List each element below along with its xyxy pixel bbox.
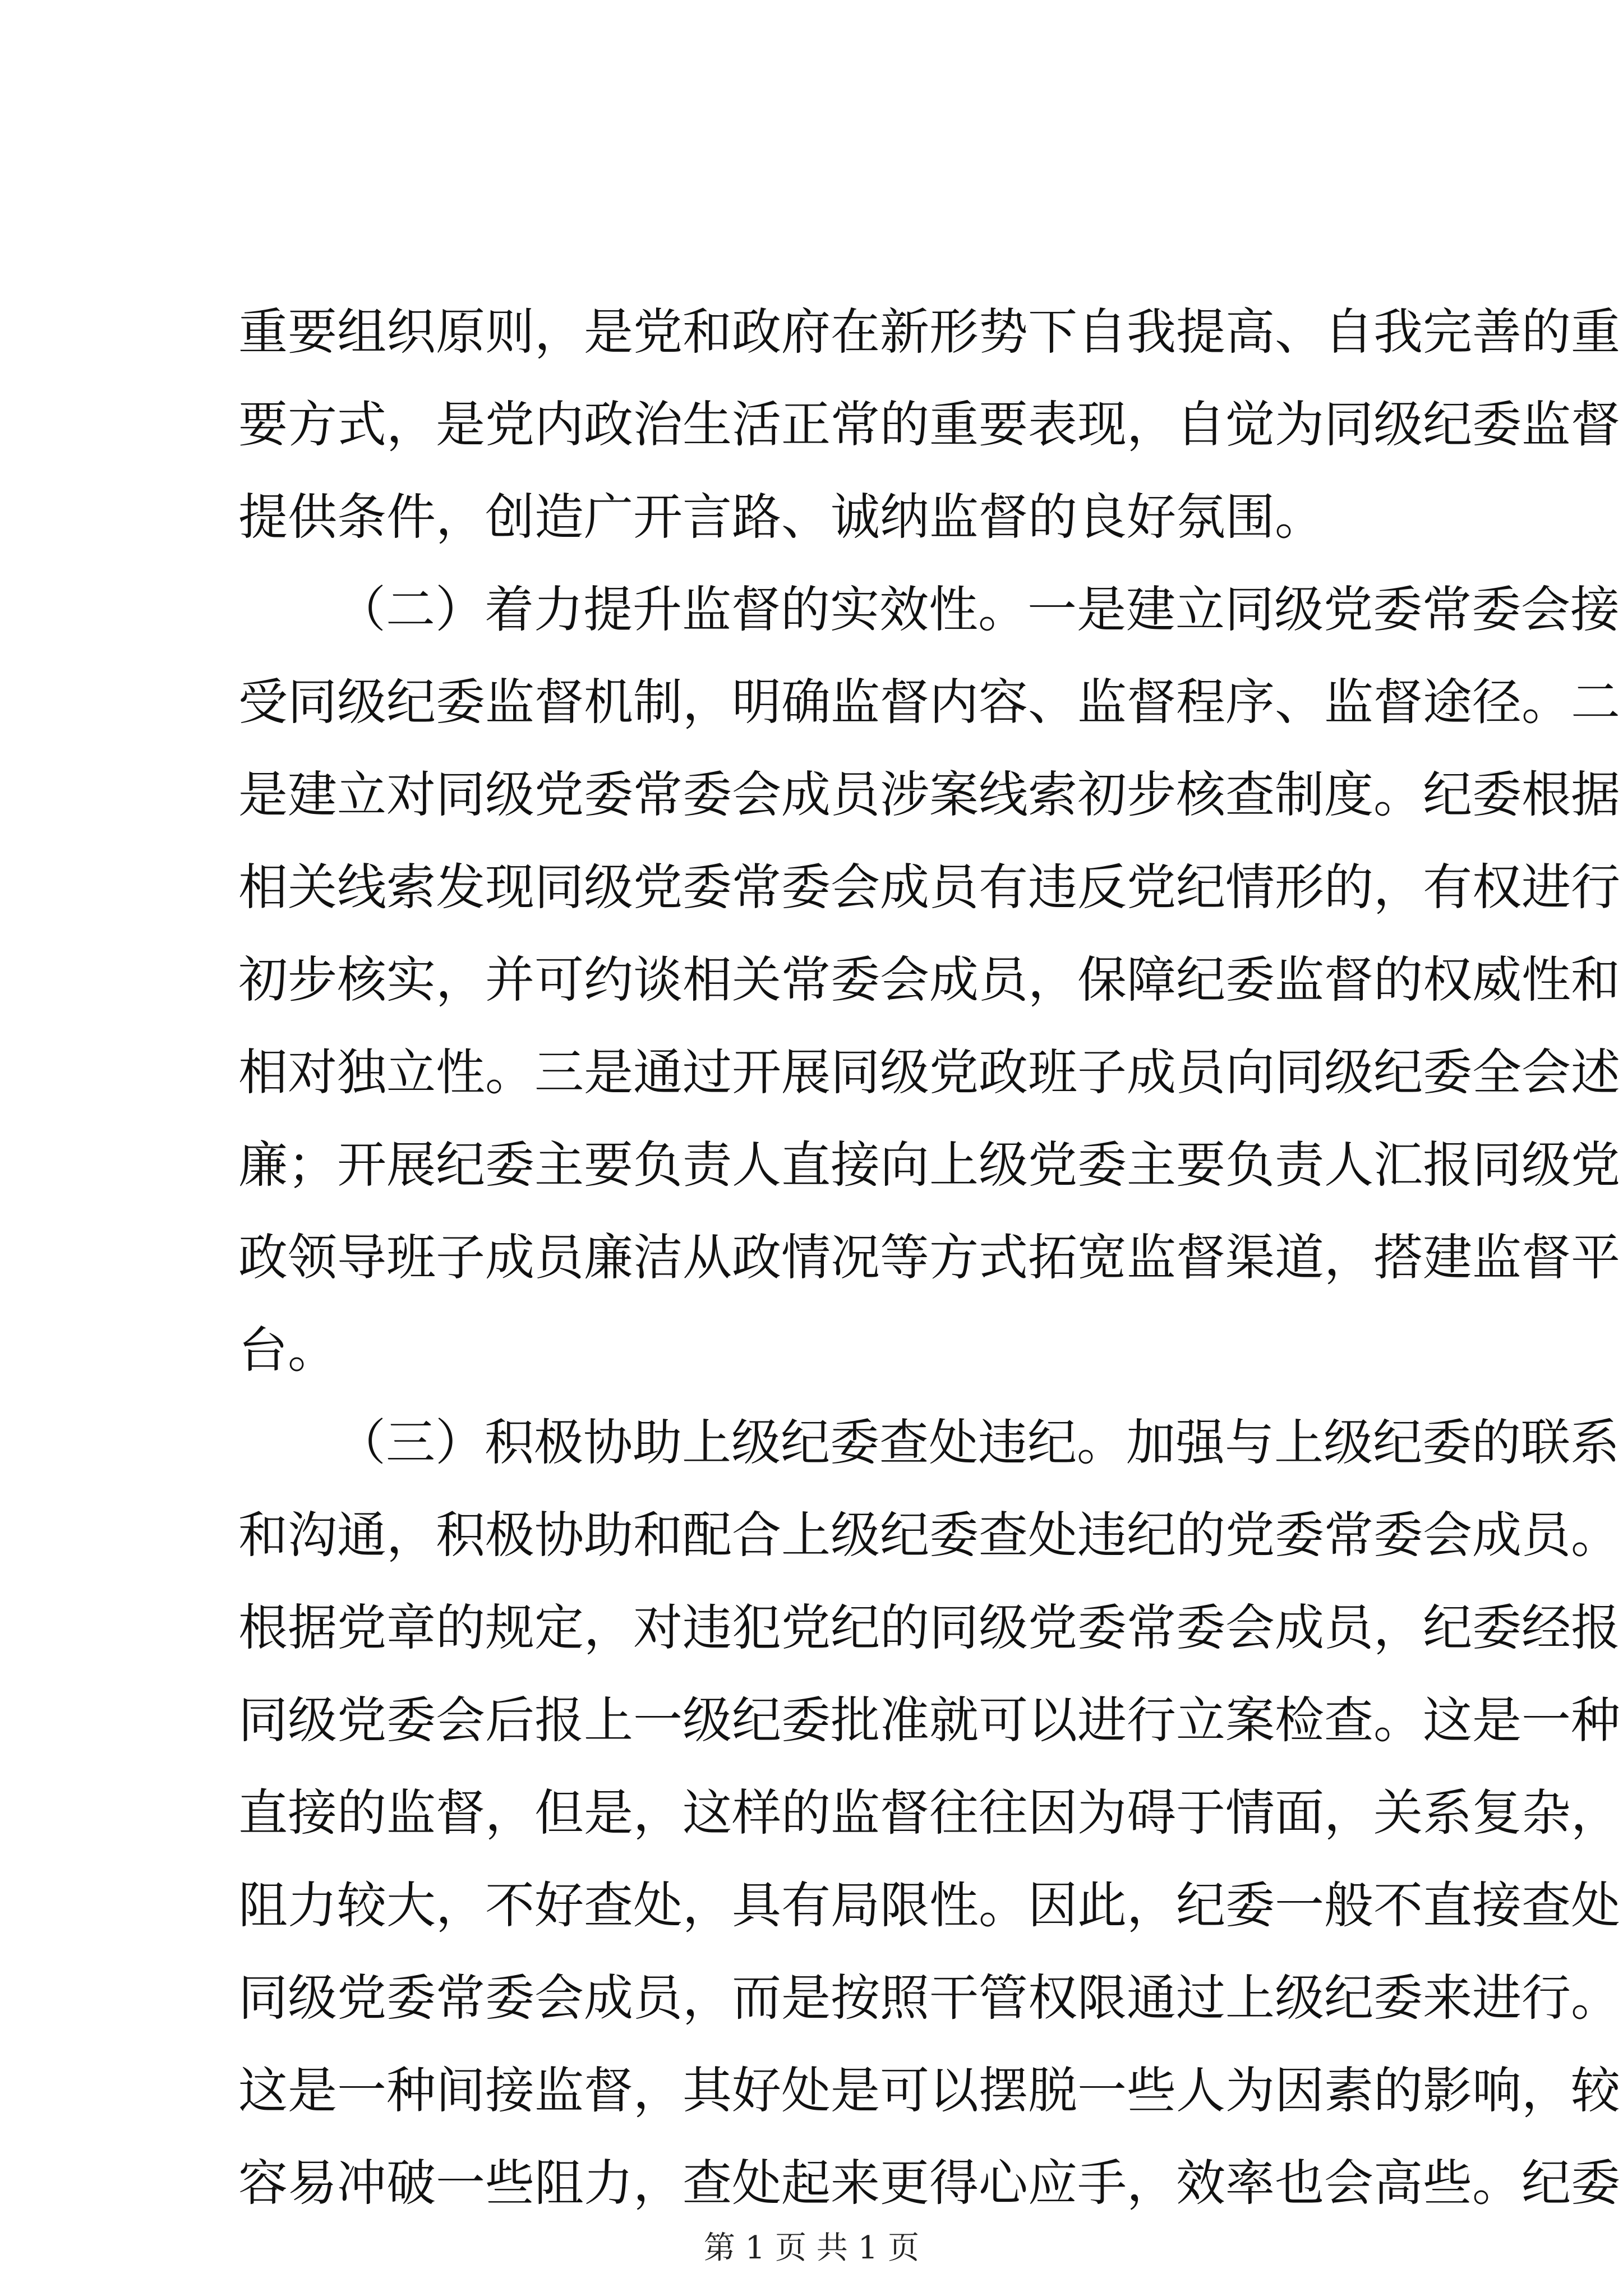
text-line-7: 相关线索发现同级党委常委会成员有违反党纪情形的，有权进行 [238, 858, 1621, 916]
text-line-18: 阻力较大，不好查处，具有局限性。因此，纪委一般不直接查处 [238, 1876, 1621, 1934]
text-line-15: 根据党章的规定，对违犯党纪的同级党委常委会成员，纪委经报 [238, 1599, 1621, 1657]
text-line-5: 受同级纪委监督机制，明确监督内容、监督程序、监督途径。二 [238, 673, 1621, 731]
text-line-17: 直接的监督，但是，这样的监督往往因为碍于情面，关系复杂， [238, 1784, 1621, 1842]
text-line-21: 容易冲破一些阻力，查处起来更得心应手，效率也会高些。纪委 [238, 2154, 1621, 2212]
text-line-14: 和沟通，积极协助和配合上级纪委查处违纪的党委常委会成员。 [238, 1506, 1621, 1564]
text-line-12: 台。 [238, 1321, 338, 1379]
text-line-20: 这是一种间接监督，其好处是可以摆脱一些人为因素的影响，较 [238, 2062, 1621, 2119]
page-number-footer: 第 1 页 共 1 页 [703, 2230, 920, 2266]
text-line-1: 重要组织原则，是党和政府在新形势下自我提高、自我完善的重 [238, 303, 1621, 361]
text-line-16: 同级党委会后报上一级纪委批准就可以进行立案检查。这是一种 [238, 1691, 1621, 1749]
text-line-19: 同级党委常委会成员，而是按照干管权限通过上级纪委来进行。 [238, 1969, 1621, 2027]
text-line-11: 政领导班子成员廉洁从政情况等方式拓宽监督渠道，搭建监督平 [238, 1228, 1621, 1286]
paragraph-3-line-1: （三）积极协助上级纪委查处违纪。加强与上级纪委的联系 [336, 1414, 1620, 1471]
paragraph-2-line-1: （二）着力提升监督的实效性。一是建立同级党委常委会接 [336, 581, 1620, 638]
text-line-2: 要方式，是党内政治生活正常的重要表现，自觉为同级纪委监督 [238, 395, 1621, 453]
text-line-9: 相对独立性。三是通过开展同级党政班子成员向同级纪委全会述 [238, 1043, 1621, 1101]
text-line-3: 提供条件，创造广开言路、诚纳监督的良好氛围。 [238, 488, 1325, 546]
text-line-8: 初步核实，并可约谈相关常委会成员，保障纪委监督的权威性和 [238, 951, 1621, 1009]
text-line-10: 廉；开展纪委主要负责人直接向上级党委主要负责人汇报同级党 [238, 1136, 1621, 1194]
text-line-6: 是建立对同级党委常委会成员涉案线索初步核查制度。纪委根据 [238, 766, 1621, 823]
